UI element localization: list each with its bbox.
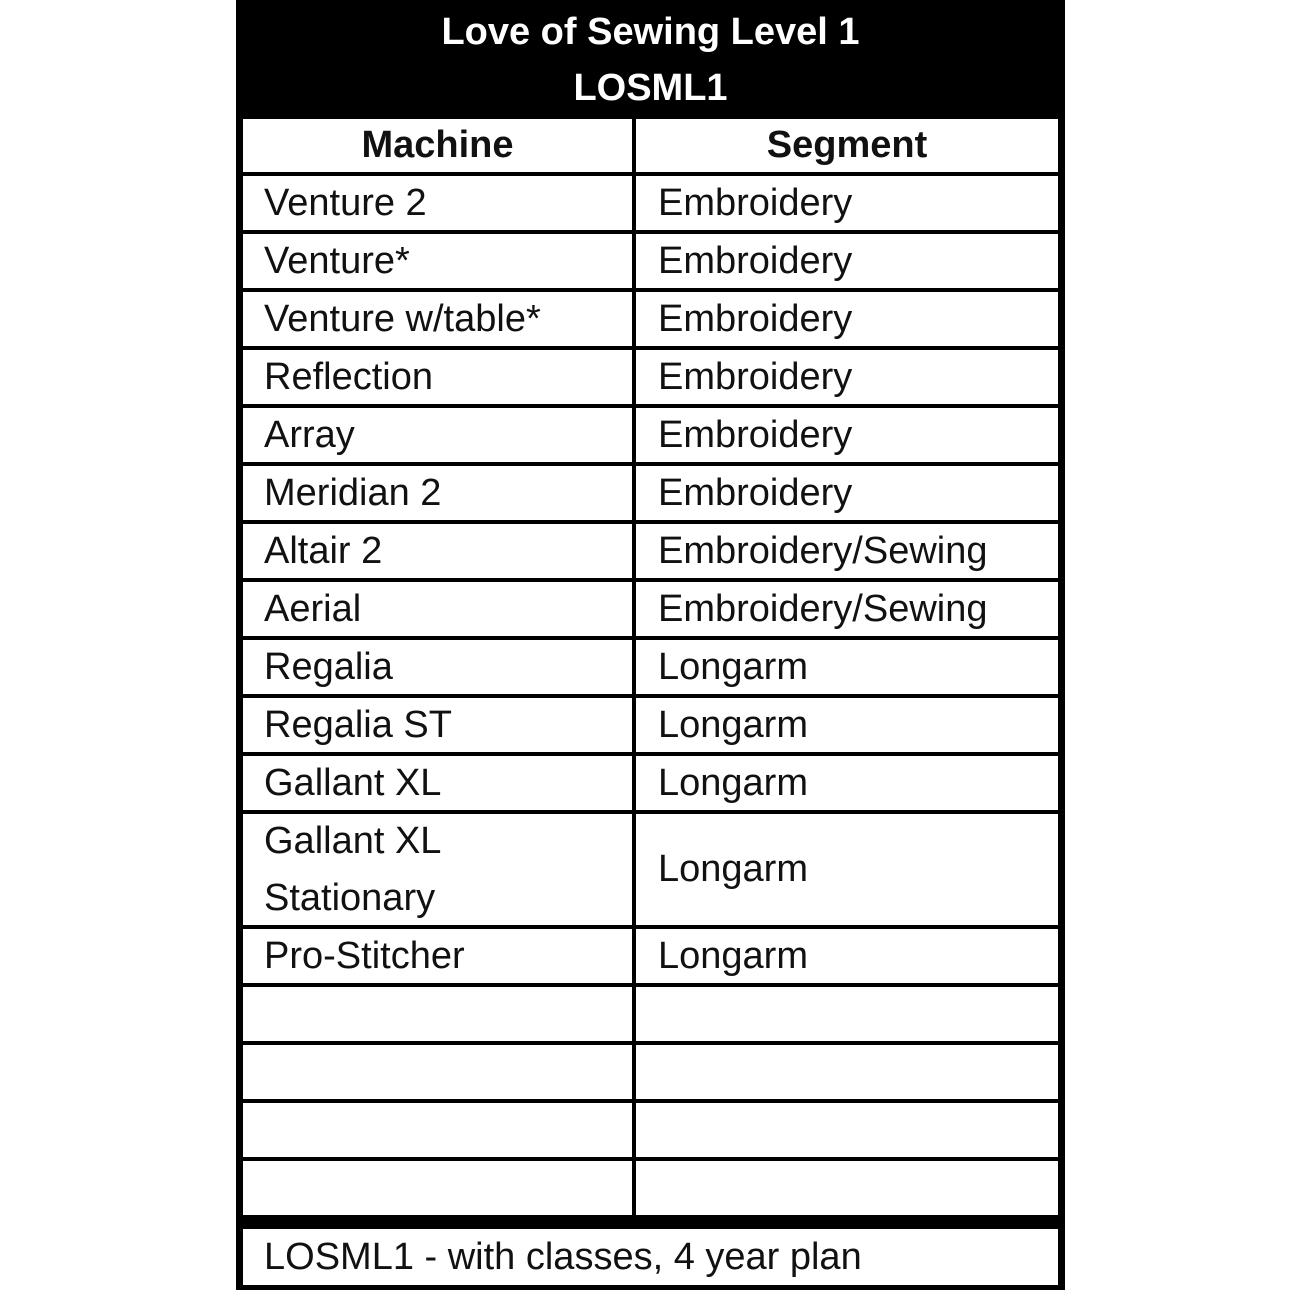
segment-cell [636, 698, 1058, 752]
machine-name: Meridian 2 [264, 471, 442, 514]
card-code: LOSML1 [573, 67, 728, 109]
segment-cell [636, 292, 1058, 346]
segment-cell [636, 408, 1058, 462]
segment-name: Embroidery [658, 471, 853, 514]
machine-table [243, 119, 1058, 1224]
machine-name-line: Stationary [264, 876, 436, 919]
table-row [243, 698, 1058, 752]
machine-name-line: Gallant XL [264, 819, 442, 862]
machine-cell [243, 814, 632, 925]
segment-cell [636, 350, 1058, 404]
table-row-empty [243, 1103, 1058, 1157]
machine-cell [243, 176, 632, 230]
segment-cell [636, 524, 1058, 578]
segment-name: Embroidery/Sewing [658, 587, 988, 630]
table-row-empty [243, 1045, 1058, 1099]
segment-name: Longarm [658, 703, 808, 746]
machine-name: Venture* [264, 239, 410, 282]
table-row [243, 640, 1058, 694]
machine-cell [243, 466, 632, 520]
segment-cell [636, 234, 1058, 288]
segment-cell [636, 756, 1058, 810]
table-row [243, 582, 1058, 636]
machine-cell [243, 1161, 632, 1215]
segment-cell [636, 466, 1058, 520]
machine-name: Venture w/table* [264, 297, 541, 340]
machine-cell [243, 1045, 632, 1099]
segment-name: Embroidery [658, 297, 853, 340]
segment-cell [636, 987, 1058, 1041]
table-row [243, 814, 1058, 925]
segment-name: Embroidery [658, 239, 853, 282]
segment-name: Longarm [658, 761, 808, 804]
machine-name: Gallant XL [264, 761, 442, 804]
machine-cell [243, 987, 632, 1041]
machine-cell [243, 1103, 632, 1157]
segment-name: Embroidery [658, 181, 853, 224]
machine-cell [243, 350, 632, 404]
segment-cell [636, 1103, 1058, 1157]
machine-cell [243, 640, 632, 694]
machine-cell-lines [264, 813, 441, 927]
segment-cell [636, 582, 1058, 636]
table-row [243, 929, 1058, 983]
table-row [243, 524, 1058, 578]
segment-cell [636, 176, 1058, 230]
table-row [243, 292, 1058, 346]
machine-cell [243, 234, 632, 288]
machine-name: Venture 2 [264, 181, 427, 224]
table-header-row [243, 119, 1058, 172]
card-title: Love of Sewing Level 1 [441, 11, 860, 53]
machine-name: Regalia ST [264, 703, 452, 746]
price-card [236, 0, 1065, 1290]
table-row [243, 350, 1058, 404]
table-row [243, 756, 1058, 810]
machine-cell [243, 756, 632, 810]
table-row-empty [243, 1161, 1058, 1215]
machine-cell [243, 408, 632, 462]
table-row [243, 466, 1058, 520]
machine-name: Array [264, 413, 355, 456]
column-header-segment: Segment [636, 119, 1058, 172]
table-row [243, 176, 1058, 230]
column-header-machine: Machine [243, 119, 632, 172]
segment-name: Longarm [658, 934, 808, 977]
segment-name: Embroidery [658, 413, 853, 456]
machine-name: Reflection [264, 355, 433, 398]
machine-cell [243, 524, 632, 578]
machine-name: Altair 2 [264, 529, 383, 572]
segment-name: Embroidery [658, 355, 853, 398]
machine-cell [243, 582, 632, 636]
card-header [236, 0, 1065, 114]
table-row [243, 234, 1058, 288]
machine-cell [243, 698, 632, 752]
segment-cell [636, 1161, 1058, 1215]
segment-name: Longarm [658, 645, 808, 688]
segment-name: Longarm [658, 848, 808, 890]
table-row [243, 408, 1058, 462]
segment-cell [636, 1045, 1058, 1099]
footer-note: LOSML1 - with classes, 4 year plan [243, 1229, 1058, 1285]
segment-name: Embroidery/Sewing [658, 529, 988, 572]
machine-cell [243, 292, 632, 346]
table-row-empty [243, 987, 1058, 1041]
machine-cell [243, 929, 632, 983]
machine-name: Aerial [264, 587, 362, 630]
segment-cell [636, 814, 1058, 925]
machine-name: Pro-Stitcher [264, 934, 465, 977]
segment-cell [636, 929, 1058, 983]
segment-cell [636, 640, 1058, 694]
machine-name: Regalia [264, 645, 393, 688]
